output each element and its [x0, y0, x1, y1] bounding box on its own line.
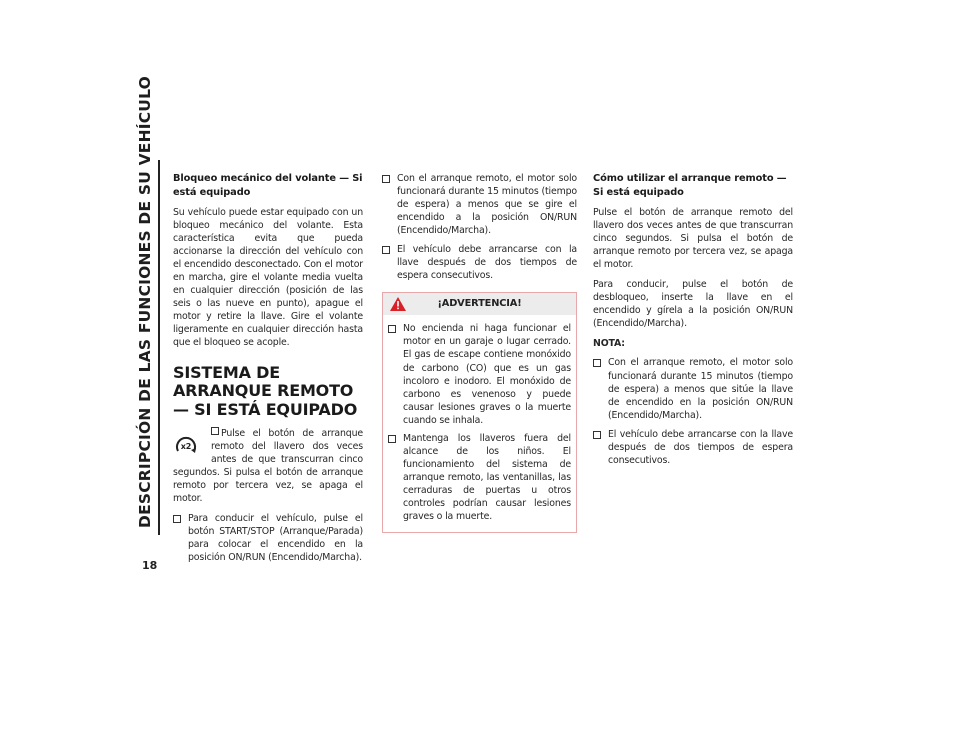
- svg-text:x2: x2: [180, 442, 192, 452]
- warning-box: [382, 292, 577, 533]
- remote-start-heading: SISTEMA DE ARRANQUE REMOTO — SI ESTÁ EQUIPADO: [173, 362, 358, 419]
- how-to-remote-start-heading: Cómo utilizar el arranque remoto — Si está equipado: [593, 173, 787, 198]
- checkbox-bullet-icon: [382, 175, 390, 183]
- paragraph: Pulse el botón de arranque remoto del llavero dos veces antes de que transcurran cinco segundos. Si pulsa el botón de arranque remoto por tercera vez, se apaga el motor.: [593, 207, 793, 271]
- note-label: NOTA:: [593, 338, 625, 350]
- paragraph: Para conducir, pulse el botón de desbloqueo, inserte la llave en el encendido y gírela a la posición ON/RUN (Encendido/Marcha).: [593, 279, 793, 330]
- warning-title: ¡ADVERTENCIA!: [437, 298, 522, 310]
- warning-item: Mantenga los llaveros fuera del alcance de los niños. El funcionamiento del sistema de arranque remoto, las ventanillas, las cerraduras de puertas u otros controles podrían causar lesiones graves o la muerte.: [388, 432, 571, 523]
- checkbox-bullet-icon: [593, 431, 601, 439]
- warning-header: [383, 293, 576, 315]
- list-item: Con el arranque remoto, el motor solo funcionará durante 15 minutos (tiempo de espera) a menos que sitúe la llave de encendido en la posición ON/RUN (Encendido/Marcha).: [593, 356, 793, 421]
- checkbox-bullet-icon: [388, 435, 396, 443]
- column-3: [593, 172, 793, 473]
- list-item: El vehículo debe arrancarse con la llave después de dos tiempos de espera consecutivos.: [593, 428, 793, 467]
- checkbox-bullet-icon: [173, 515, 181, 523]
- column-2: [382, 172, 577, 533]
- checkbox-bullet-icon: [593, 359, 601, 367]
- list-item: El vehículo debe arrancarse con la llave después de dos tiempos de espera consecutivos.: [382, 243, 577, 282]
- steering-lock-heading: Bloqueo mecánico del volante — Si está equipado: [173, 173, 363, 198]
- list-item: Con el arranque remoto, el motor solo funcionará durante 15 minutos (tiempo de espera) a menos que se gire el encendido a la posición ON/RUN (Encendido/Marcha).: [382, 172, 577, 237]
- warning-item: No encienda ni haga funcionar el motor en un garaje o lugar cerrado. El gas de escape contiene monóxido de carbono (CO) que es un gas incoloro e inodoro. El monóxido de carbono es venenoso y puede causar lesiones graves o la muerte cuando se inhala.: [388, 322, 571, 426]
- column-1: [173, 172, 363, 570]
- checkbox-bullet-icon: [382, 246, 390, 254]
- side-divider: [158, 160, 160, 535]
- page-number: 18: [142, 559, 158, 572]
- checkbox-bullet-icon: [388, 325, 396, 333]
- list-item: Para conducir el vehículo, pulse el botón START/STOP (Arranque/Parada) para colocar el encendido en la posición ON/RUN (Encendido/Marcha).: [173, 512, 363, 564]
- remote-start-instruction: x2 Pulse el botón de arranque remoto del llavero dos veces antes de que transcurran cinco segundos. Si pulsa el botón de arranque remoto por tercera vez, se apaga el motor.: [173, 428, 363, 505]
- steering-lock-paragraph: Su vehículo puede estar equipado con un bloqueo mecánico del volante. Esta característica evita que pueda accionarse la dirección del vehículo con el encendido desconectado. Con el motor en marcha, gire el volante media vuelta en cualquier dirección (posición de las seis o las nueve en punto), apague el motor y retire la llave. Gire el volante ligeramente en cualquier dirección hasta que el bloqueo se acople.: [173, 207, 363, 349]
- remote-start-x2-icon: [173, 429, 203, 459]
- checkbox-bullet-icon: [211, 427, 219, 435]
- warning-triangle-icon: [389, 296, 407, 312]
